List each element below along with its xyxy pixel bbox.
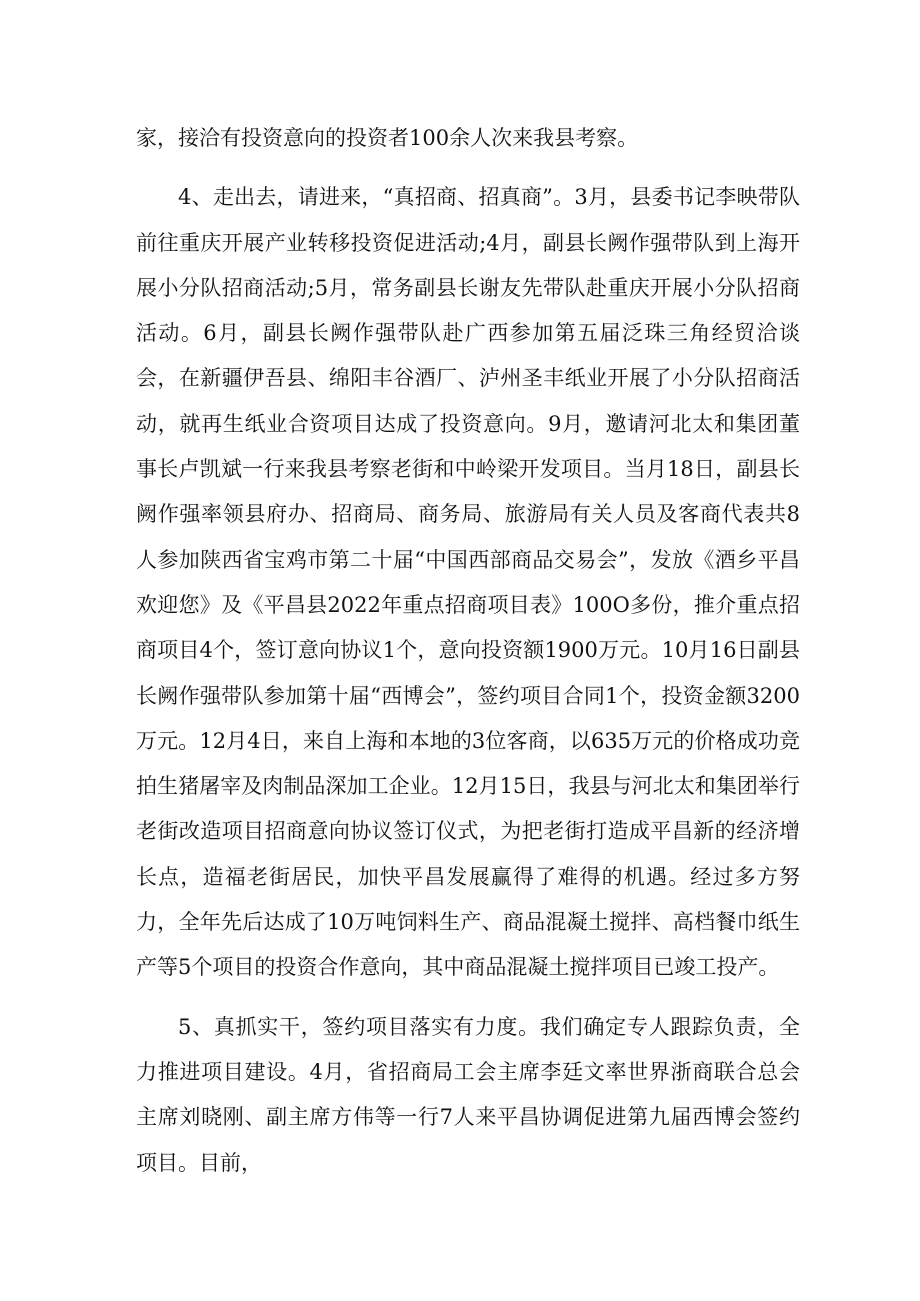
- document-body: [136, 116, 800, 1186]
- paragraph-item-5: 5、真抓实干，签约项目落实有力度。我们确定专人跟踪负责，全力推进项目建设。4月，省招商局工会主席李廷文率世界浙商联合总会主席刘晓刚、副主席方伟等一行7人来平昌协调促进第九届西博会签约项目。目前，: [136, 1014, 800, 1175]
- paragraph-continuation: 家，接洽有投资意向的投资者100余人次来我县考察。: [136, 126, 639, 150]
- paragraph-item-4: 4、走出去，请进来，“真招商、招真商”。3月，县委书记李映带队前往重庆开展产业转移投资促进活动;4月，副县长阙作强带队到上海开展小分队招商活动;5月，常务副县长谢友先带队赴重庆开展小分队招商活动。6月，副县长阙作强带队赴广西参加第五届泛珠三角经贸洽谈会，在新疆伊吾县、绵阳丰谷酒厂、泸州圣丰纸业开展了小分队招商活动，就再生纸业合资项目达成了投资意向。9月，邀请河北太和集团董事长卢凯斌一行来我县考察老街和中岭梁开发项目。当月18日，副县长阙作强率领县府办、招商局、商务局、旅游局有关人员及客商代表共8人参加陕西省宝鸡市第二十届“中国西部商品交易会”，发放《酒乡平昌欢迎您》及《平昌县2022年重点招商项目表》100O多份，推介重点招商项目4个，签订意向协议1个，意向投资额1900万元。10月16日副县长阙作强带队参加第十届“西博会”，签约项目合同1个，投资金额3200万元。12月4日，来自上海和本地的3位客商，以635万元的价格成功竞拍生猪屠宰及肉制品深加工企业。12月15日，我县与河北太和集团举行老街改造项目招商意向协议签订仪式，为把老街打造成平昌新的经济增长点，造福老街居民，加快平昌发展赢得了难得的机遇。经过多方努力，全年先后达成了10万吨饲料生产、商品混凝土搅拌、高档餐巾纸生产等5个项目的投资合作意向，其中商品混凝土搅拌项目已竣工投产。: [136, 185, 800, 980]
